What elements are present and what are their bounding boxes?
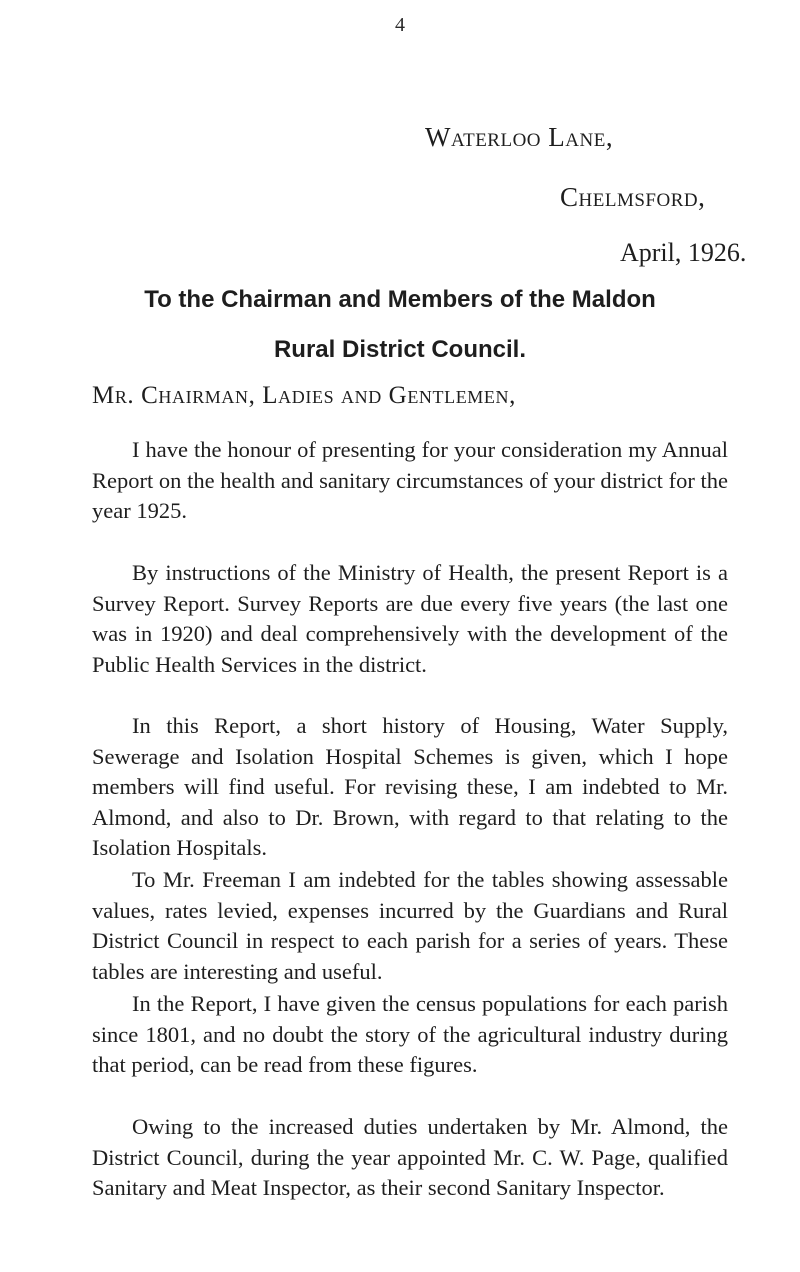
salutation: Mr. Chairman, Ladies and Gentlemen, xyxy=(92,382,516,409)
paragraph-tables: To Mr. Freeman I am indebted for the tables showing assessable values, rates levied, expenses incurred by the Guardians and Rural District Council in respect to each parish for a series of years. These tables are interesting and useful. xyxy=(92,867,728,984)
addressee-line-2: Rural District Council. xyxy=(273,336,527,363)
paragraph-introduction: I have the honour of presenting for your consideration my Annual Report on the health and sanitary circumstances of your district for the year 1925. xyxy=(92,437,728,523)
addressee-line-1: To the Chairman and Members of the Maldon xyxy=(144,286,656,313)
address-street: Waterloo Lane, xyxy=(425,122,614,152)
paragraph-census: In the Report, I have given the census populations for each parish since 1801, and no doubt the story of the agricultural industry during that period, can be read from these figures. xyxy=(92,991,728,1077)
address-town: Chelmsford, xyxy=(560,182,706,212)
paragraph-history: In this Report, a short history of Housing, Water Supply, Sewerage and Isolation Hospital Schemes is given, which I hope members will find useful. For revising these, I am indebted to Mr. Almond, and also to Dr. Brown, with regard to that relating to the Isolation Hospitals. xyxy=(92,713,728,860)
paragraph-inspector: Owing to the increased duties undertaken by Mr. Almond, the District Council, during the year appointed Mr. C. W. Page, qualified Sanitary and Meat Inspector, as their second Sanitary Inspector. xyxy=(92,1114,728,1200)
letter-date: April, 1926. xyxy=(620,238,747,267)
page-number: 4 xyxy=(395,14,405,36)
paragraph-survey-report: By instructions of the Ministry of Health, the present Report is a Survey Report. Survey Reports are due every five years (the last one was in 1920) and deal comprehensively with the development of the Public Health Services in the district. xyxy=(92,560,728,677)
